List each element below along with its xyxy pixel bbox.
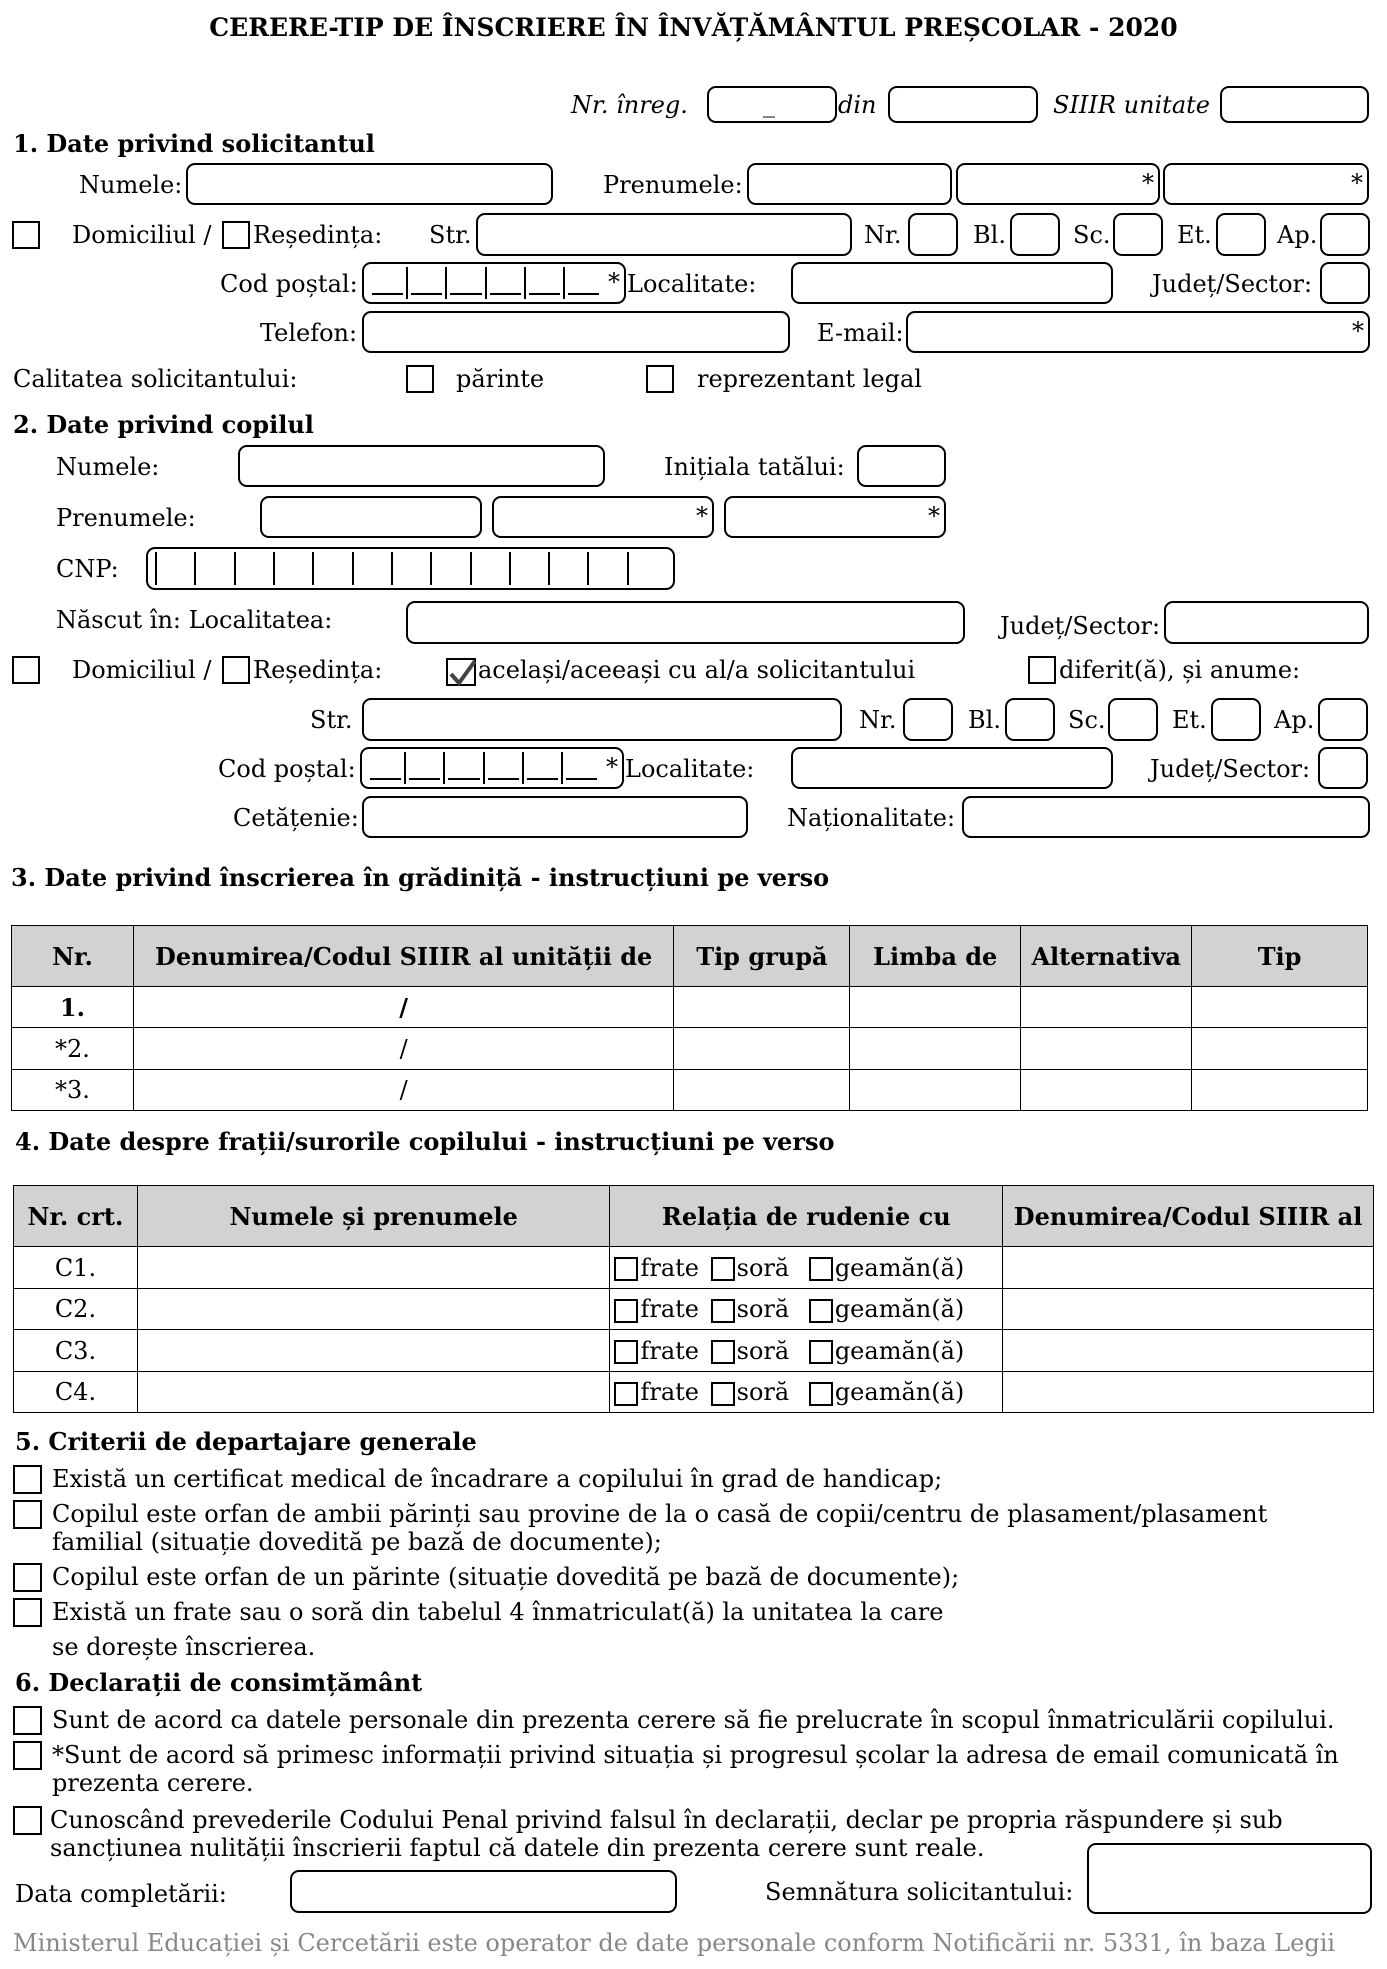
table-row bbox=[12, 1070, 1368, 1111]
domiciliu-label: Domiciliul / bbox=[72, 221, 212, 249]
child-postal-code-label: Cod poștal: bbox=[218, 755, 356, 783]
brother-checkbox[interactable] bbox=[614, 1299, 638, 1323]
sibling-unit-cell[interactable] bbox=[1003, 1330, 1374, 1372]
column-header: Relația de rudenie cu bbox=[610, 1186, 1003, 1247]
applicant-domiciliu-checkbox[interactable] bbox=[12, 221, 40, 249]
postal-digit-cell[interactable] bbox=[526, 267, 565, 299]
criterion-orphan-both-label-2: familial (situație dovedită pe bază de documente); bbox=[52, 1528, 662, 1556]
consent-email-label-2: prezenta cerere. bbox=[52, 1769, 254, 1797]
cnp-digit-cell[interactable] bbox=[157, 552, 196, 585]
child-county2-label: Județ/Sector: bbox=[1150, 755, 1311, 783]
criterion-sibling-checkbox[interactable] bbox=[13, 1598, 42, 1627]
sister-label: soră bbox=[736, 1295, 790, 1323]
relation-cell bbox=[610, 1330, 1003, 1372]
consent-data-checkbox[interactable] bbox=[13, 1706, 42, 1735]
cnp-digit-cell[interactable] bbox=[472, 552, 511, 585]
row-number: *2. bbox=[12, 1028, 134, 1070]
legal-rep-label: reprezentant legal bbox=[697, 365, 922, 393]
section3-title: 3. Date privind înscrierea în grădiniță - instrucțiuni pe verso bbox=[11, 863, 830, 892]
applicant-street-field[interactable] bbox=[476, 213, 852, 256]
din-label: din bbox=[838, 91, 877, 119]
section4-title: 4. Date despre frații/surorile copilului - instrucțiuni pe verso bbox=[15, 1127, 835, 1156]
sibling-name-cell[interactable] bbox=[137, 1372, 610, 1413]
date-field[interactable] bbox=[888, 86, 1038, 123]
sibling-name-cell[interactable] bbox=[137, 1289, 610, 1330]
table-row bbox=[12, 1028, 1368, 1070]
cnp-digit-cell[interactable] bbox=[314, 552, 353, 585]
kindergarten-options-table bbox=[11, 925, 1368, 1111]
consent-email-label: *Sunt de acord să primesc informații privind situația și progresul școlar la adresa de email comunicată în bbox=[52, 1741, 1339, 1769]
criterion-handicap-checkbox[interactable] bbox=[13, 1465, 42, 1494]
child-firstname-label: Prenumele: bbox=[56, 504, 196, 532]
applicant-firstname-field-3[interactable] bbox=[1163, 163, 1369, 205]
applicant-phone-field[interactable] bbox=[362, 311, 790, 353]
brother-checkbox[interactable] bbox=[614, 1340, 638, 1364]
nr-inreg-label: Nr. înreg. bbox=[571, 91, 688, 119]
et-label: Et. bbox=[1177, 221, 1212, 249]
child-ap-label: Ap. bbox=[1274, 706, 1315, 734]
twin-label: geamăn(ă) bbox=[834, 1336, 965, 1365]
type-cell[interactable] bbox=[1192, 1070, 1368, 1111]
phone-label: Telefon: bbox=[260, 319, 358, 347]
required-star: * bbox=[928, 502, 940, 530]
type-cell[interactable] bbox=[1192, 1028, 1368, 1070]
column-header: Nr. bbox=[12, 926, 134, 987]
section5-title: 5. Criterii de departajare generale bbox=[15, 1427, 477, 1456]
row-number: 1. bbox=[12, 987, 134, 1028]
child-county2-field[interactable] bbox=[1318, 747, 1368, 789]
different-address-checkbox[interactable] bbox=[1028, 656, 1056, 684]
child-locality-field[interactable] bbox=[791, 747, 1113, 789]
language-cell[interactable] bbox=[850, 1028, 1021, 1070]
applicant-sc-field[interactable] bbox=[1113, 213, 1163, 256]
relation-cell bbox=[610, 1247, 1003, 1289]
consent-email-checkbox[interactable] bbox=[13, 1741, 42, 1770]
nr-label: Nr. bbox=[864, 221, 902, 249]
twin-label: geamăn(ă) bbox=[834, 1378, 965, 1406]
cnp-field[interactable] bbox=[146, 547, 675, 590]
resedinta-label: Reședința: bbox=[253, 221, 383, 249]
column-header: Numele și prenumele bbox=[137, 1186, 610, 1247]
row-number: *3. bbox=[12, 1070, 134, 1111]
brother-label: frate bbox=[640, 1336, 699, 1365]
column-header: Denumirea/Codul SIIIR al bbox=[1003, 1186, 1374, 1247]
postal-digit-cell[interactable] bbox=[524, 752, 563, 784]
brother-label: frate bbox=[640, 1378, 699, 1406]
required-star: * bbox=[696, 502, 708, 530]
postal-digit-cell[interactable] bbox=[408, 267, 447, 299]
child-sc-field[interactable] bbox=[1108, 698, 1158, 741]
locality-label: Localitate: bbox=[627, 270, 757, 298]
sister-checkbox[interactable] bbox=[711, 1340, 735, 1364]
cnp-digit-cell[interactable] bbox=[589, 552, 628, 585]
cnp-label: CNP: bbox=[56, 555, 119, 583]
table-row bbox=[12, 987, 1368, 1028]
nr-inreg-value: _ bbox=[763, 90, 775, 118]
child-lastname-field[interactable] bbox=[238, 445, 605, 487]
county-label: Județ/Sector: bbox=[1152, 270, 1313, 298]
column-header: Denumirea/Codul SIIIR al unității de bbox=[133, 926, 674, 987]
group-type-cell[interactable] bbox=[674, 1028, 850, 1070]
criterion-orphan-both-checkbox[interactable] bbox=[13, 1500, 42, 1529]
applicant-postal-code-field[interactable] bbox=[362, 262, 626, 304]
child-firstname-field-2[interactable] bbox=[492, 496, 714, 538]
child-county-field[interactable] bbox=[1164, 601, 1369, 644]
applicant-lastname-field[interactable] bbox=[186, 163, 553, 205]
sibling-name-cell[interactable] bbox=[137, 1247, 610, 1289]
siblings-table bbox=[13, 1185, 1374, 1413]
unit-name-cell[interactable]: / bbox=[133, 1070, 674, 1111]
sc-label: Sc. bbox=[1073, 221, 1111, 249]
parent-label: părinte bbox=[456, 365, 545, 393]
child-ap-field[interactable] bbox=[1318, 698, 1368, 741]
child-bl-label: Bl. bbox=[968, 706, 1001, 734]
column-header: Tip grupă bbox=[674, 926, 850, 987]
citizenship-label: Cetățenie: bbox=[233, 804, 359, 832]
nr-inreg-field[interactable] bbox=[707, 86, 837, 123]
alternative-cell[interactable] bbox=[1021, 1028, 1192, 1070]
section6-title: 6. Declarații de consimțământ bbox=[15, 1668, 423, 1697]
parent-checkbox[interactable] bbox=[406, 365, 434, 393]
postal-code-label: Cod poștal: bbox=[220, 270, 358, 298]
required-star: * bbox=[606, 753, 618, 781]
applicant-role-label: Calitatea solicitantului: bbox=[13, 365, 298, 393]
child-resedinta-label: Reședința: bbox=[253, 656, 383, 684]
sister-checkbox[interactable] bbox=[711, 1257, 735, 1281]
child-et-field[interactable] bbox=[1211, 698, 1261, 741]
criterion-handicap-label: Există un certificat medical de încadrare a copilului în grad de handicap; bbox=[52, 1465, 943, 1493]
page-title: CERERE-TIP DE ÎNSCRIERE ÎN ÎNVĂȚĂMÂNTUL PREȘCOLAR - 2020 bbox=[209, 13, 1178, 42]
applicant-ap-field[interactable] bbox=[1320, 213, 1370, 256]
row-number: C4. bbox=[14, 1372, 138, 1413]
twin-checkbox[interactable] bbox=[809, 1382, 833, 1406]
criterion-orphan-one-label: Copilul este orfan de un părinte (situație dovedită pe bază de documente); bbox=[52, 1563, 960, 1591]
citizenship-field[interactable] bbox=[362, 796, 748, 838]
applicant-email-field[interactable] bbox=[906, 311, 1370, 353]
bl-label: Bl. bbox=[973, 221, 1006, 249]
column-header: Alternativa bbox=[1021, 926, 1192, 987]
table-row bbox=[14, 1330, 1374, 1372]
brother-checkbox[interactable] bbox=[614, 1257, 638, 1281]
same-as-applicant-label: același/aceeași cu al/a solicitantului bbox=[478, 656, 916, 684]
required-star: * bbox=[1351, 169, 1363, 197]
relation-cell bbox=[610, 1372, 1003, 1413]
row-number: C2. bbox=[14, 1289, 138, 1330]
ap-label: Ap. bbox=[1277, 221, 1318, 249]
required-star: * bbox=[1142, 169, 1154, 197]
child-county-label: Județ/Sector: bbox=[1000, 612, 1161, 640]
child-street-field[interactable] bbox=[362, 698, 842, 741]
required-star: * bbox=[608, 268, 620, 296]
table-row bbox=[14, 1247, 1374, 1289]
brother-label: frate bbox=[640, 1253, 699, 1282]
child-street-label: Str. bbox=[310, 706, 353, 734]
section1-title: 1. Date privind solicitantul bbox=[13, 129, 375, 158]
sibling-unit-cell[interactable] bbox=[1003, 1372, 1374, 1413]
postal-digit-cell[interactable] bbox=[406, 752, 445, 784]
postal-digit-cell[interactable] bbox=[447, 267, 486, 299]
applicant-bl-field[interactable] bbox=[1010, 213, 1060, 256]
child-nr-field[interactable] bbox=[903, 698, 953, 741]
siiir-unit-field[interactable] bbox=[1220, 86, 1369, 123]
section2-title: 2. Date privind copilul bbox=[13, 410, 314, 439]
postal-digit-cell[interactable] bbox=[367, 752, 406, 784]
type-cell[interactable] bbox=[1192, 987, 1368, 1028]
group-type-cell[interactable] bbox=[674, 987, 850, 1028]
cnp-digit-cell[interactable] bbox=[511, 552, 550, 585]
language-cell[interactable] bbox=[850, 987, 1021, 1028]
cnp-digit-cell[interactable] bbox=[432, 552, 471, 585]
cnp-digit-cell[interactable] bbox=[354, 552, 393, 585]
twin-checkbox[interactable] bbox=[809, 1340, 833, 1364]
alternative-cell[interactable] bbox=[1021, 1070, 1192, 1111]
birthplace-label: Născut în: Localitatea: bbox=[56, 606, 333, 634]
postal-digit-cell[interactable] bbox=[485, 752, 524, 784]
footer-note: Ministerul Educației și Cercetării este operator de date personale conform Notificării nr. 5331, în baza Legii bbox=[13, 1929, 1336, 1957]
nationality-label: Naționalitate: bbox=[787, 804, 956, 832]
child-postal-code-field[interactable] bbox=[360, 747, 624, 789]
child-firstname-field-3[interactable] bbox=[724, 496, 946, 538]
applicant-firstname-field-2[interactable] bbox=[956, 163, 1160, 205]
same-as-applicant-checkbox[interactable] bbox=[446, 658, 476, 686]
declaration-checkbox[interactable] bbox=[13, 1806, 42, 1835]
cnp-digit-cell[interactable] bbox=[196, 552, 235, 585]
birthplace-field[interactable] bbox=[406, 601, 965, 644]
applicant-firstname-field-1[interactable] bbox=[747, 163, 952, 205]
brother-checkbox[interactable] bbox=[614, 1382, 638, 1406]
sister-checkbox[interactable] bbox=[711, 1382, 735, 1406]
applicant-locality-field[interactable] bbox=[791, 262, 1113, 304]
consent-data-label: Sunt de acord ca datele personale din prezenta cerere să fie prelucrate în scopul înmatriculării copilului. bbox=[52, 1706, 1335, 1734]
sibling-unit-cell[interactable] bbox=[1003, 1247, 1374, 1289]
table-row bbox=[14, 1289, 1374, 1330]
child-nr-label: Nr. bbox=[859, 706, 897, 734]
signature-label: Semnătura solicitantului: bbox=[765, 1878, 1074, 1906]
email-label: E-mail: bbox=[817, 319, 904, 347]
postal-digit-cell[interactable] bbox=[369, 267, 408, 299]
child-domiciliu-label: Domiciliul / bbox=[72, 656, 212, 684]
different-address-label: diferit(ă), și anume: bbox=[1059, 656, 1301, 684]
child-domiciliu-checkbox[interactable] bbox=[12, 656, 40, 684]
father-initial-field[interactable] bbox=[857, 445, 946, 487]
child-bl-field[interactable] bbox=[1005, 698, 1055, 741]
unit-name-cell[interactable]: / bbox=[133, 1028, 674, 1070]
applicant-resedinta-checkbox[interactable] bbox=[222, 221, 250, 249]
alternative-cell[interactable] bbox=[1021, 987, 1192, 1028]
declaration-label-2: sancțiunea nulității înscrierii faptul că datele din prezenta cerere sunt reale. bbox=[50, 1834, 985, 1862]
twin-label: geamăn(ă) bbox=[834, 1295, 965, 1323]
child-resedinta-checkbox[interactable] bbox=[222, 656, 250, 684]
table-row bbox=[14, 1372, 1374, 1413]
row-number: C3. bbox=[14, 1330, 138, 1372]
checkmark-icon bbox=[448, 660, 476, 686]
brother-label: frate bbox=[640, 1295, 699, 1323]
child-firstname-field-1[interactable] bbox=[260, 496, 482, 538]
sister-label: soră bbox=[736, 1336, 790, 1365]
postal-digit-cell[interactable] bbox=[445, 752, 484, 784]
column-header: Tip bbox=[1192, 926, 1368, 987]
applicant-et-field[interactable] bbox=[1216, 213, 1266, 256]
father-initial-label: Inițiala tatălui: bbox=[664, 453, 845, 481]
applicant-nr-field[interactable] bbox=[908, 213, 958, 256]
legal-rep-checkbox[interactable] bbox=[646, 365, 674, 393]
applicant-firstname-label: Prenumele: bbox=[603, 171, 743, 199]
twin-checkbox[interactable] bbox=[809, 1299, 833, 1323]
sister-checkbox[interactable] bbox=[711, 1299, 735, 1323]
language-cell[interactable] bbox=[850, 1070, 1021, 1111]
child-lastname-label: Numele: bbox=[56, 453, 160, 481]
sibling-name-cell[interactable] bbox=[137, 1330, 610, 1372]
completion-date-field[interactable] bbox=[290, 1870, 677, 1913]
column-header: Nr. crt. bbox=[14, 1186, 138, 1247]
row-number: C1. bbox=[14, 1247, 138, 1289]
unit-name-cell[interactable]: / bbox=[133, 987, 674, 1028]
postal-digit-cell[interactable] bbox=[563, 752, 600, 784]
criterion-orphan-one-checkbox[interactable] bbox=[13, 1563, 42, 1592]
postal-digit-cell[interactable] bbox=[565, 267, 602, 299]
declaration-label: Cunoscând prevederile Codului Penal privind falsul în declarații, declar pe propria răspundere și sub bbox=[50, 1806, 1283, 1834]
completion-date-label: Data completării: bbox=[15, 1880, 227, 1908]
cnp-digit-cell[interactable] bbox=[236, 552, 275, 585]
twin-label: geamăn(ă) bbox=[834, 1253, 965, 1282]
criterion-orphan-both-label: Copilul este orfan de ambii părinți sau provine de la o casă de copii/centru de plasament/plasament bbox=[52, 1500, 1268, 1528]
sister-label: soră bbox=[736, 1378, 790, 1406]
child-et-label: Et. bbox=[1172, 706, 1207, 734]
cnp-digit-cell[interactable] bbox=[275, 552, 314, 585]
applicant-county-field[interactable] bbox=[1320, 262, 1370, 304]
column-header: Limba de bbox=[850, 926, 1021, 987]
twin-checkbox[interactable] bbox=[809, 1257, 833, 1281]
required-star: * bbox=[1352, 317, 1364, 345]
applicant-lastname-label: Numele: bbox=[79, 171, 183, 199]
street-label: Str. bbox=[429, 221, 472, 249]
nationality-field[interactable] bbox=[962, 796, 1370, 838]
sister-label: soră bbox=[736, 1253, 790, 1282]
criterion-sibling-label-2: se dorește înscrierea. bbox=[52, 1633, 316, 1661]
cnp-digit-cell[interactable] bbox=[393, 552, 432, 585]
cnp-digit-cell[interactable] bbox=[629, 552, 666, 585]
child-sc-label: Sc. bbox=[1068, 706, 1106, 734]
child-locality-label: Localitate: bbox=[625, 755, 755, 783]
signature-field[interactable] bbox=[1087, 1843, 1372, 1914]
group-type-cell[interactable] bbox=[674, 1070, 850, 1111]
relation-cell bbox=[610, 1289, 1003, 1330]
criterion-sibling-label: Există un frate sau o soră din tabelul 4 înmatriculat(ă) la unitatea la care bbox=[52, 1598, 944, 1626]
cnp-digit-cell[interactable] bbox=[550, 552, 589, 585]
siiir-unit-label: SIIIR unitate bbox=[1053, 91, 1210, 119]
postal-digit-cell[interactable] bbox=[487, 267, 526, 299]
sibling-unit-cell[interactable] bbox=[1003, 1289, 1374, 1330]
